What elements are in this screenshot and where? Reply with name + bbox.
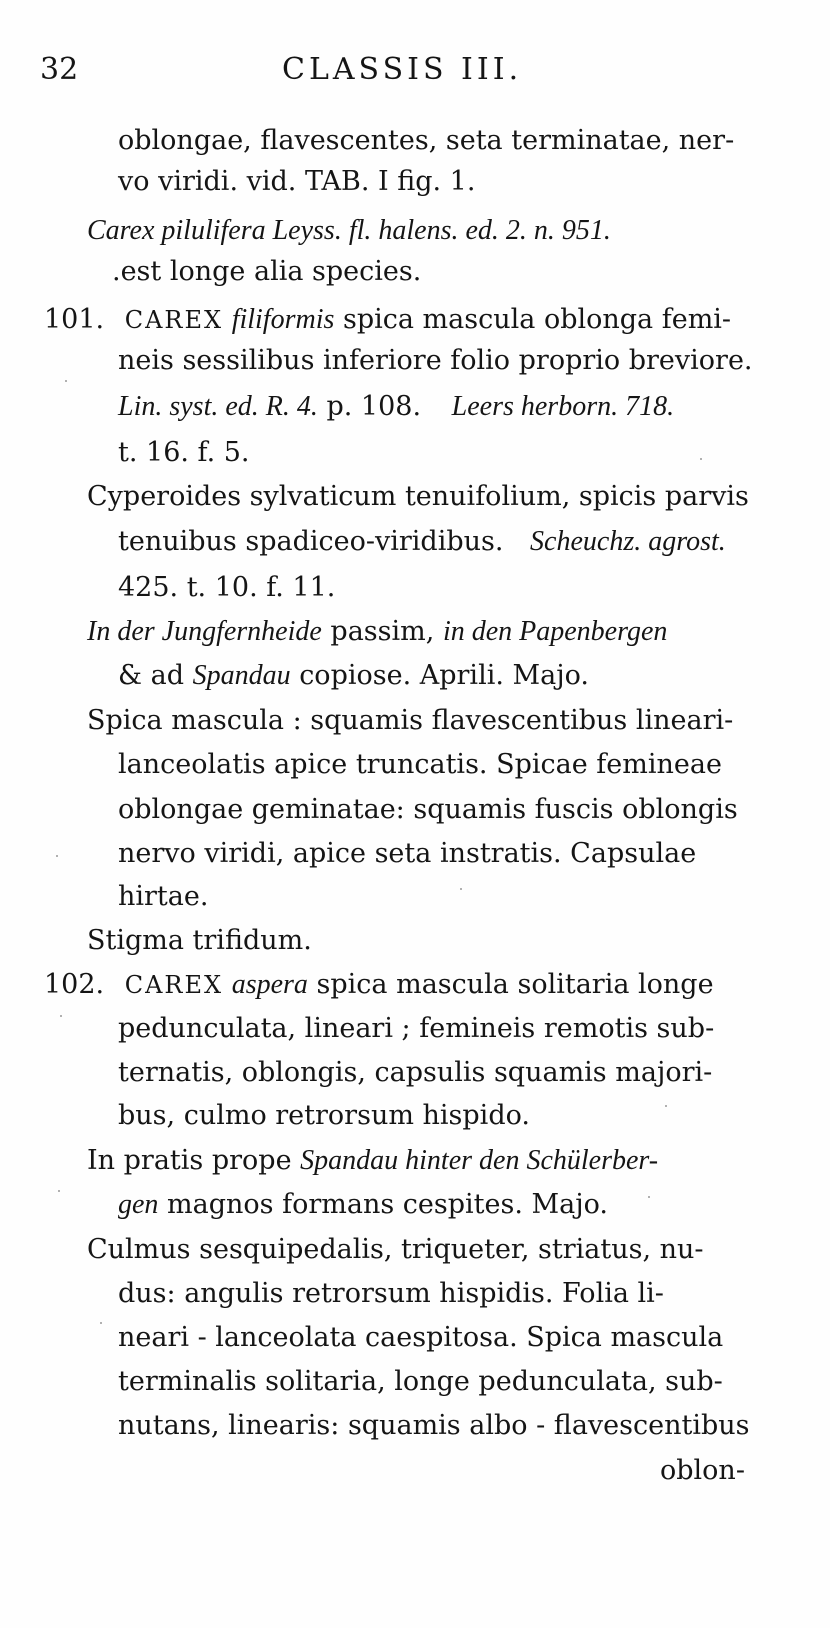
- entry-102-heading: [44, 969, 714, 1001]
- locality-spandau: Spandau: [192, 660, 291, 691]
- print-speck: [65, 380, 67, 382]
- print-speck: [56, 855, 58, 857]
- running-head: CLASSIS III.: [282, 52, 523, 87]
- text-line-29: terminalis solitaria, longe pedunculata, sub-: [118, 1366, 723, 1397]
- reference-page: p. 108.: [326, 391, 422, 422]
- text-line-11: 425. t. 10. f. 11.: [118, 572, 336, 603]
- habitat-text: magnos formans cespites. Majo.: [167, 1189, 608, 1220]
- text-line-12: [87, 616, 667, 648]
- print-speck: [460, 888, 462, 890]
- text-line-24: [87, 1145, 658, 1177]
- text-line-30: nutans, linearis: squamis albo - flavescentibus: [118, 1410, 750, 1441]
- entry-number: 102.: [44, 969, 105, 1000]
- reference-scheuchzer: Scheuchz. agrost.: [530, 526, 726, 557]
- species-name: aspera: [231, 969, 308, 1000]
- text-line-16: oblongae geminatae: squamis fuscis oblongis: [118, 794, 738, 825]
- text-line-8: t. 16. f. 5.: [118, 437, 250, 468]
- reference-leers: Leers herborn. 718.: [451, 391, 675, 422]
- text-line-7: [118, 391, 674, 423]
- text-line-23: bus, culmo retrorsum hispido.: [118, 1100, 530, 1131]
- text-line-18: hirtae.: [118, 881, 209, 912]
- text-line-4: .est longe alia species.: [112, 256, 422, 287]
- print-speck: [665, 1105, 667, 1107]
- catchword: oblon-: [660, 1455, 745, 1486]
- page-header: [40, 52, 760, 96]
- text-line-3: Carex pilulifera Leyss. fl. halens. ed. 2. n. 951.: [87, 215, 611, 246]
- print-speck: [648, 1196, 650, 1198]
- print-speck: [100, 1322, 102, 1324]
- locality-gen: gen: [118, 1189, 159, 1220]
- synonym-text: tenuibus spadiceo-viridibus.: [118, 526, 504, 557]
- genus-name: CAREX: [124, 306, 224, 334]
- text-line-28: neari - lanceolata caespitosa. Spica mascula: [118, 1322, 724, 1353]
- page-number: 32: [40, 52, 79, 87]
- species-name: filiformis: [231, 304, 335, 335]
- text-line-6: neis sessilibus inferiore folio proprio breviore.: [118, 345, 753, 376]
- text-line-13: [118, 660, 589, 692]
- text-line-10: [118, 526, 726, 558]
- text-line-19: Stigma trifidum.: [87, 925, 312, 956]
- text-line-26: Culmus sesquipedalis, triqueter, striatus, nu-: [87, 1234, 704, 1265]
- text-line-21: pedunculata, lineari ; femineis remotis sub-: [118, 1013, 715, 1044]
- description-text: spica mascula solitaria longe: [316, 969, 714, 1000]
- locality-papenbergen: in den Papenbergen: [442, 616, 668, 647]
- text-line-22: ternatis, oblongis, capsulis squamis majori-: [118, 1057, 713, 1088]
- reference-linnaeus: Lin. syst. ed. R. 4.: [118, 391, 318, 422]
- entry-number: 101.: [44, 304, 105, 335]
- text-line-1: oblongae, flavescentes, seta terminatae, ner-: [118, 125, 735, 156]
- text-line-15: lanceolatis apice truncatis. Spicae femineae: [118, 749, 722, 780]
- text-line-14: Spica mascula : squamis flavescentibus lineari-: [87, 705, 734, 736]
- entry-101-heading: [44, 304, 731, 336]
- print-speck: [700, 458, 702, 460]
- text-line-17: nervo viridi, apice seta instratis. Capsulae: [118, 838, 697, 869]
- genus-name: CAREX: [124, 971, 224, 999]
- print-speck: [60, 1015, 62, 1017]
- locality-jungfernheide: In der Jungfernheide: [87, 616, 322, 647]
- locality-and: & ad: [118, 660, 184, 691]
- text-line-27: dus: angulis retrorsum hispidis. Folia li-: [118, 1278, 664, 1309]
- text-line-9: Cyperoides sylvaticum tenuifolium, spicis parvis: [87, 481, 749, 512]
- print-speck: [58, 1190, 60, 1192]
- flowering-time: copiose. Aprili. Majo.: [299, 660, 589, 691]
- description-text: spica mascula oblonga femi-: [342, 304, 732, 335]
- locality-text: In pratis prope: [87, 1145, 292, 1176]
- locality-spandau: Spandau hinter den Schülerber-: [300, 1145, 659, 1176]
- text-line-2: vo viridi. vid. TAB. I fig. 1.: [118, 166, 476, 197]
- text-line-25: [118, 1189, 608, 1221]
- locality-passim: passim,: [330, 616, 435, 647]
